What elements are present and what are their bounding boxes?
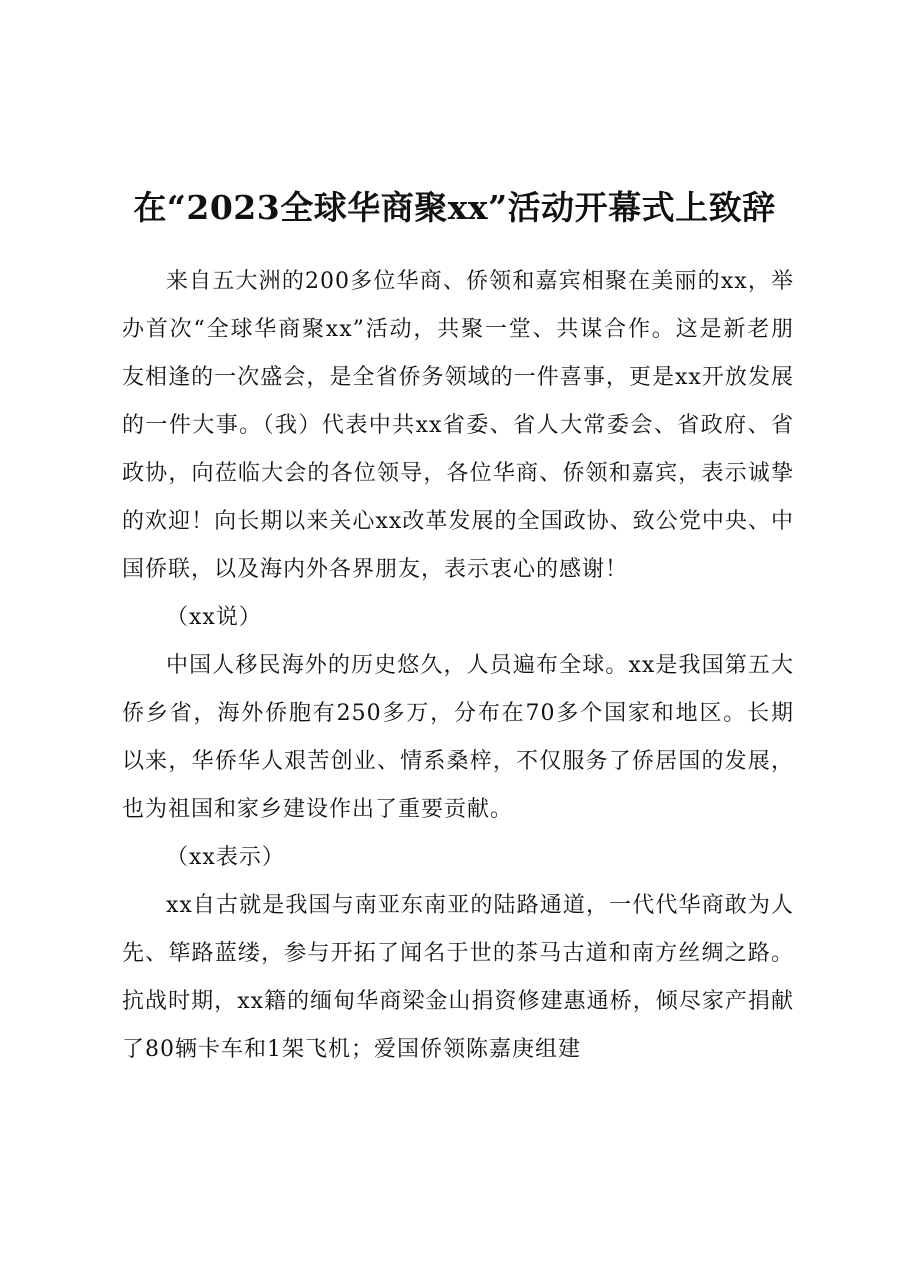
- document-title: 在“2023全球华商聚xx”活动开幕式上致辞: [133, 188, 776, 227]
- paragraph: 来自五大洲的200多位华商、侨领和嘉宾相聚在美丽的xx，举办首次“全球华商聚xx”活动，共聚一堂、共谋合作。这是新老朋友相逢的一次盛会，是全省侨务领域的一件喜事，更是xx开放发展的一件大事。（我）代表中共xx省委、省人大常委会、省政府、省政协，向莅临大会的各位领导，各位华商、侨领和嘉宾，表示诚挚的欢迎！向长期以来关心xx改革发展的全国政协、致公党中央、中国侨联，以及海内外各界朋友，表示衷心的感谢！: [122, 269, 794, 582]
- paragraph: 中国人移民海外的历史悠久，人员遍布全球。xx是我国第五大侨乡省，海外侨胞有250多万，分布在70多个国家和地区。长期以来，华侨华人艰苦创业、情系桑梓，不仅服务了侨居国的发展，也为祖国和家乡建设作出了重要贡献。: [122, 653, 794, 822]
- document-body: [122, 258, 794, 1074]
- paragraph: xx自古就是我国与南亚东南亚的陆路通道，一代代华商敢为人先、筚路蓝缕，参与开拓了闻名于世的茶马古道和南方丝绸之路。抗战时期，xx籍的缅甸华商梁金山捐资修建惠通桥，倾尽家产捐献了80辆卡车和1架飞机；爱国侨领陈嘉庚组建: [122, 893, 794, 1062]
- paragraph: （xx表示）: [166, 845, 285, 870]
- paragraph: （xx说）: [166, 605, 262, 630]
